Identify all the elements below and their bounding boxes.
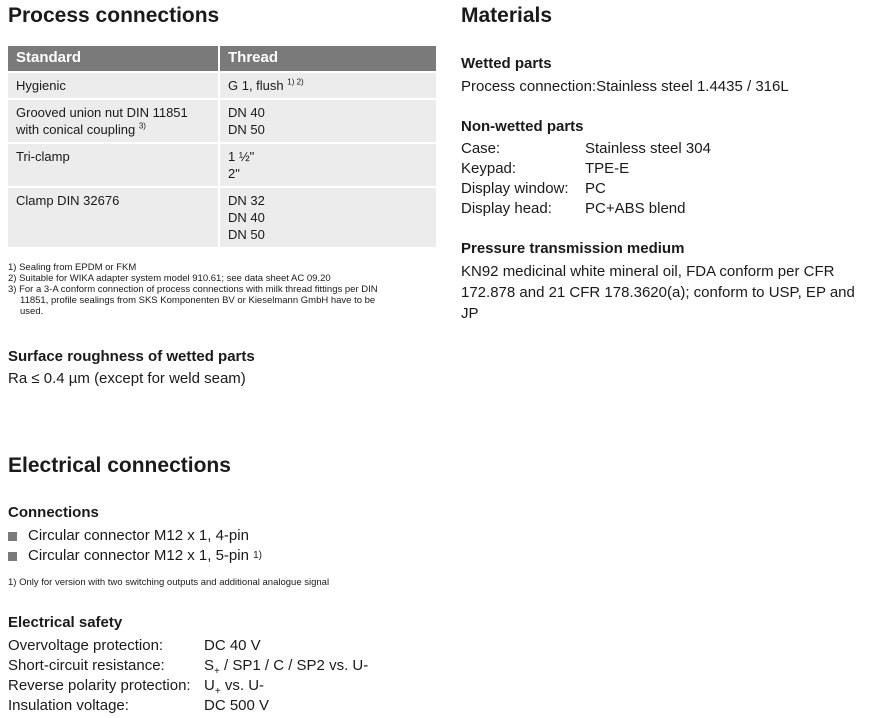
footnote: 11851, profile sealings from SKS Komponenten BV or Kieselmann GmbH have to be <box>20 295 376 306</box>
item-label: Insulation voltage: <box>8 697 129 714</box>
footnote: 3) For a 3-A conform connection of process connections with milk thread fittings per DIN <box>8 284 378 295</box>
connection-text: Circular connector M12 x 1, 4-pin <box>28 527 249 544</box>
list-item: Circular connector M12 x 1, 5-pin 1) <box>8 546 262 566</box>
item-label: Overvoltage protection: <box>8 637 164 654</box>
table-header <box>8 46 436 71</box>
item-label: Short-circuit resistance: <box>8 657 165 674</box>
non-wetted-list <box>461 139 711 219</box>
connections-footnote: 1) Only for version with two switching outputs and additional analogue signal <box>8 577 330 588</box>
cell-thread: DN 50 <box>228 122 265 137</box>
item-value <box>204 656 368 676</box>
list-item <box>461 159 711 179</box>
value-pre: S <box>204 657 215 674</box>
item-value: DC 40 V <box>204 637 261 654</box>
item-label: Keypad: <box>461 160 517 177</box>
footnote: 2) Suitable for WIKA adapter system model 910.61; see data sheet AC 09.20 <box>8 273 331 284</box>
list-item <box>8 526 262 546</box>
cell-thread: DN 40 <box>228 210 265 225</box>
list-item <box>461 139 711 159</box>
item-label: Reverse polarity protection: <box>8 677 191 694</box>
wetted-parts-title: Wetted parts <box>461 55 552 72</box>
wetted-parts-text: Process connection:Stainless steel 1.4435 / 316L <box>461 78 789 95</box>
connections-list <box>8 526 262 566</box>
item-value: Stainless steel 304 <box>585 140 711 157</box>
item-value <box>204 676 264 696</box>
table-row <box>8 73 436 98</box>
table-row <box>8 144 436 186</box>
list-item <box>461 199 711 219</box>
cell-standard: Hygienic <box>16 78 66 93</box>
cell-standard: Grooved union nut DIN 11851 with conical coupling <box>16 105 188 137</box>
cell-thread: DN 32 <box>228 193 265 208</box>
electrical-safety-list <box>8 636 368 716</box>
cell-thread: DN 50 <box>228 227 265 242</box>
table-footnotes <box>8 262 428 317</box>
list-item <box>8 656 368 676</box>
value-post: / SP1 / C / SP2 vs. U- <box>219 657 369 674</box>
electrical-connections-title: Electrical connections <box>8 454 231 477</box>
value-pre: U <box>204 677 215 694</box>
value-sub: + <box>214 666 220 677</box>
list-item <box>8 676 368 696</box>
bullet-square-icon <box>8 552 17 561</box>
roughness-title: Surface roughness of wetted parts <box>8 348 255 365</box>
item-value: PC+ABS blend <box>585 200 686 217</box>
connections-title: Connections <box>8 504 99 521</box>
cell-standard-sup: 3) <box>138 121 146 131</box>
cell-standard: Tri-clamp <box>16 149 70 164</box>
medium-line: JP <box>461 305 479 322</box>
value-post: vs. U- <box>220 677 265 694</box>
cell-thread: DN 40 <box>228 105 265 120</box>
cell-thread: 1 ½" <box>228 149 255 164</box>
cell-thread-sup: 1) 2) <box>287 77 304 87</box>
footnote: used. <box>20 306 44 317</box>
list-item <box>461 179 711 199</box>
table-row <box>8 188 436 247</box>
bullet-square-icon <box>8 532 17 541</box>
electrical-safety-title: Electrical safety <box>8 614 123 631</box>
medium-title: Pressure transmission medium <box>461 240 685 257</box>
header-standard: Standard <box>8 46 220 71</box>
process-connections-title: Process connections <box>8 4 220 27</box>
cell-thread: G 1, flush <box>228 78 284 93</box>
connection-text: Circular connector M12 x 1, 5-pin <box>28 547 249 564</box>
materials-title: Materials <box>461 4 553 27</box>
list-item <box>8 636 368 656</box>
footnote: 1) Sealing from EPDM or FKM <box>8 262 137 273</box>
value-sub: + <box>214 686 221 697</box>
item-value: TPE-E <box>585 160 630 177</box>
cell-thread: 2" <box>228 166 240 181</box>
medium-text <box>461 261 873 324</box>
process-connections-table <box>8 46 436 247</box>
list-item <box>8 696 368 716</box>
medium-line: KN92 medicinal white mineral oil, FDA conform per CFR <box>461 263 835 280</box>
cell-standard: Clamp DIN 32676 <box>16 193 120 208</box>
non-wetted-parts-title: Non-wetted parts <box>461 118 584 135</box>
item-value: DC 500 V <box>204 697 270 714</box>
header-thread: Thread <box>228 49 279 66</box>
item-label: Display head: <box>461 200 552 217</box>
item-value: PC <box>585 180 606 197</box>
item-label: Case: <box>461 140 501 157</box>
roughness-text: Ra ≤ 0.4 µm (except for weld seam) <box>8 370 246 387</box>
item-label: Display window: <box>461 180 569 197</box>
medium-line: 172.878 and 21 CFR 178.3620(a); conform to USP, EP and <box>461 284 855 301</box>
table-row <box>8 100 436 142</box>
